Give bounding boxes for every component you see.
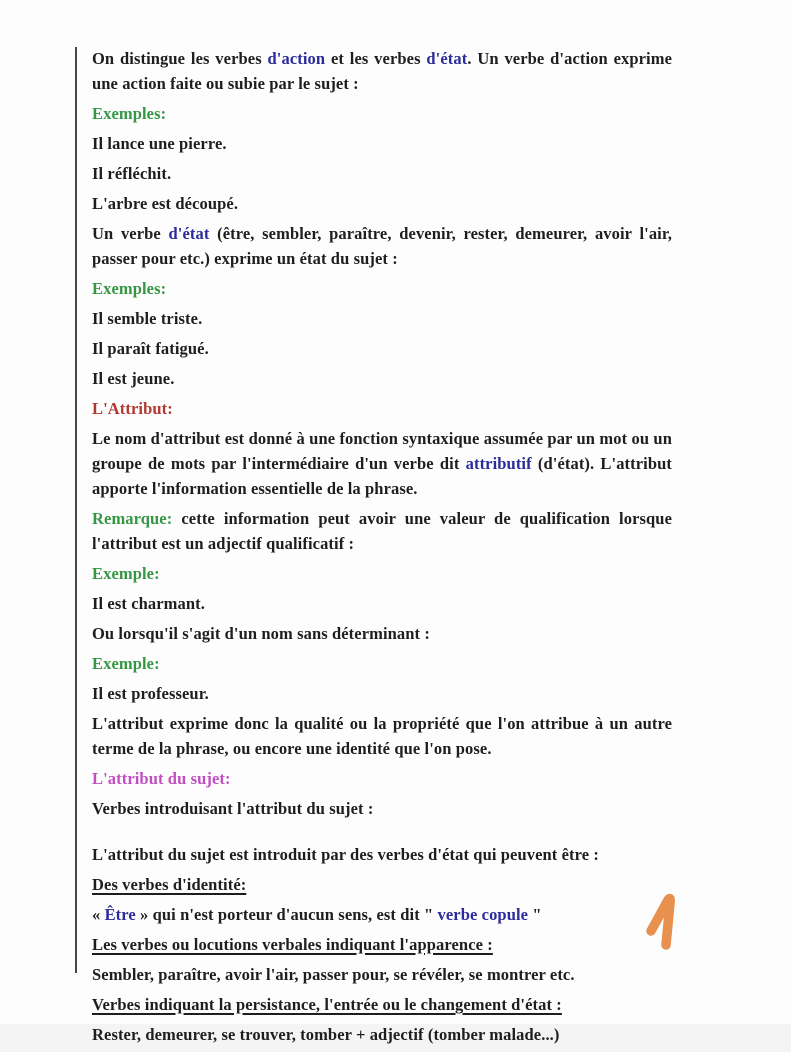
text-run-normal: Verbes introduisant l'attribut du sujet : [92, 799, 374, 818]
text-run-normal: L'arbre est découpé. [92, 194, 239, 213]
text-run-normal: Il réfléchit. [92, 164, 172, 183]
example-est-jeune [92, 366, 672, 391]
line-etre-copule [92, 902, 672, 927]
text-run-normal: Il semble triste. [92, 309, 203, 328]
para-verbe-etat [92, 221, 672, 271]
text-run-red: L'Attribut: [92, 399, 173, 418]
text-run-normal: Rester, demeurer, se trouver, tomber + adjectif (tomber malade...) [92, 1025, 560, 1044]
label-exemple-1 [92, 561, 672, 586]
document-content [92, 46, 672, 1052]
text-run-normal: Ou lorsqu'il s'agit d'un nom sans déterminant : [92, 624, 430, 643]
blank-gap [92, 826, 672, 842]
example-arbre-decoupe [92, 191, 672, 216]
heading-verbes-identite [92, 872, 672, 897]
text-run-normal: « [92, 905, 105, 924]
para-nom-attribut [92, 426, 672, 501]
text-run-blue: d'état [426, 49, 468, 68]
line-sembler-paraitre [92, 962, 672, 987]
example-charmant [92, 591, 672, 616]
heading-verbes-apparence [92, 932, 672, 957]
example-reflechit [92, 161, 672, 186]
para-remarque [92, 506, 672, 556]
text-run-normal: L'attribut exprime donc la qualité ou la propriété que l'on attribue à un autre terme de la phrase, ou encore une identité que l'on pose. [92, 714, 672, 758]
text-run-underline: Verbes indiquant la persistance, l'entrée ou le changement d'état : [92, 995, 562, 1014]
text-run-normal: cette information peut avoir une valeur de qualification lorsque l'attribut est un adjectif qualificatif : [92, 509, 672, 553]
example-lance-pierre [92, 131, 672, 156]
text-run-normal: Il est jeune. [92, 369, 175, 388]
text-run-normal: On distingue les verbes [92, 49, 268, 68]
text-run-blue: verbe copule [437, 905, 529, 924]
example-semble-triste [92, 306, 672, 331]
text-run-green: Exemple: [92, 654, 160, 673]
text-run-normal: Il paraît fatigué. [92, 339, 209, 358]
text-run-blue: d'action [267, 49, 326, 68]
label-exemples-1 [92, 101, 672, 126]
text-run-normal: et les verbes [325, 49, 427, 68]
heading-persistance [92, 992, 672, 1017]
text-run-underline: Les verbes ou locutions verbales indiquant l'apparence : [92, 935, 493, 954]
text-run-blue: Être [104, 905, 136, 924]
line-attribut-introduit [92, 842, 672, 867]
line-verbes-introduisant [92, 796, 672, 821]
text-run-normal: Il lance une pierre. [92, 134, 227, 153]
text-run-blue: d'état [168, 224, 210, 243]
heading-attribut-du-sujet [92, 766, 672, 791]
left-margin-rule [75, 47, 77, 973]
text-run-green: Exemples: [92, 104, 167, 123]
text-run-green: Exemples: [92, 279, 167, 298]
text-run-magenta: L'attribut du sujet: [92, 769, 231, 788]
text-run-normal: . Un verbe d'action exprime une action faite ou subie par le sujet : [92, 49, 672, 93]
para-attribut-qualite [92, 711, 672, 761]
text-run-green: Remarque: [92, 509, 173, 528]
text-run-normal: Sembler, paraître, avoir l'air, passer pour, se révéler, se montrer etc. [92, 965, 575, 984]
label-exemples-2 [92, 276, 672, 301]
text-run-normal: (d'état). L'attribut apporte l'information essentielle de la phrase. [92, 454, 672, 498]
text-run-normal: Il est professeur. [92, 684, 209, 703]
line-nom-sans-determinant [92, 621, 672, 646]
para-verbes-action-etat [92, 46, 672, 96]
label-exemple-2 [92, 651, 672, 676]
heading-attribut [92, 396, 672, 421]
text-run-underline: Des verbes d'identité: [92, 875, 247, 894]
text-run-normal: Le nom d'attribut est donné à une fonction syntaxique assumée par un mot ou un groupe de mots par l'intermédiaire d'un verbe dit [92, 429, 672, 473]
text-run-normal: Il est charmant. [92, 594, 205, 613]
text-run-normal: L'attribut du sujet est introduit par des verbes d'état qui peuvent être : [92, 845, 599, 864]
text-run-blue: attributif [465, 454, 532, 473]
text-run-green: Exemple: [92, 564, 160, 583]
example-parait-fatigue [92, 336, 672, 361]
line-rester-demeurer [92, 1022, 672, 1047]
text-run-normal: (être, sembler, paraître, devenir, rester, demeurer, avoir l'air, passer pour etc.) exprime un état du sujet : [92, 224, 673, 268]
text-run-normal: Un verbe [92, 224, 169, 243]
text-run-normal: » qui n'est porteur d'aucun sens, est dit " [135, 905, 438, 924]
text-run-normal: " [528, 905, 542, 924]
example-professeur [92, 681, 672, 706]
